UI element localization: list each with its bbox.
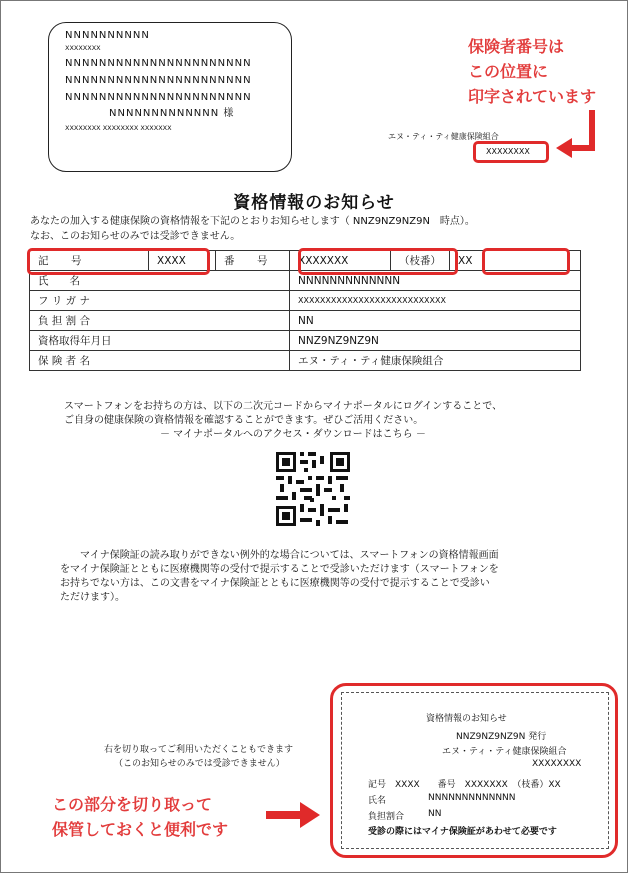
card-futan-label: 負担割合 (368, 812, 405, 822)
edaban-value: XX (458, 254, 473, 267)
furigana-label: フ リ ガ ナ (38, 295, 91, 307)
annotation-line: 保管しておくと便利です (52, 820, 229, 839)
kigou-highlight (27, 248, 210, 275)
annotation-line: この位置に (468, 62, 549, 81)
row-label (30, 291, 290, 311)
annotation-line: 保険者番号は (468, 37, 565, 56)
table-row (30, 331, 581, 351)
cut-note-line-2: （このお知らせのみでは受診できません） (114, 759, 285, 769)
page-title: 資格情報のお知らせ (233, 193, 395, 213)
smartphone-line-2: ご自身の健康保険の資格情報を確認することができます。ぜひご活用ください。 (64, 415, 424, 426)
table-row (30, 291, 581, 311)
edaban-highlight (482, 248, 570, 275)
intro-line-2: なお、このお知らせのみでは受診できません。 (30, 231, 241, 242)
bangou-value: XXXXXXX (298, 254, 349, 267)
address-line-3: NNNNNNNNNNNNNNNNNNNNNN (65, 58, 252, 69)
annotation-insurer-number (468, 34, 596, 109)
insurer-name-header: エヌ・ティ・ティ健康保険組合 (388, 132, 499, 141)
intro-line-1: あなたの加入する健康保険の資格情報を下記のとおりお知らせします（ NNZ9NZ9NZ9N 時点）。 (30, 216, 475, 227)
edaban-label: （枝番） (399, 255, 441, 267)
card-insurer: エヌ・ティ・ティ健康保険組合 (442, 747, 567, 757)
exception-line-1: マイナ保険証の読み取りができない例外的な場合については、スマートフォンの資格情報画面 (80, 550, 499, 561)
exception-line-4: ただけます）。 (60, 592, 125, 603)
kigou-value: XXXX (157, 254, 186, 267)
arrow-right-icon (264, 800, 322, 830)
card-notice: 受診の際にはマイナ保険証があわせて必要です (368, 827, 557, 837)
hokensha-value: エヌ・ティ・ティ健康保険組合 (298, 355, 444, 367)
furigana-value: XXXXXXXXXXXXXXXXXXXXXXXXXXX (298, 296, 446, 305)
card-issued: NNZ9NZ9NZ9N 発行 (456, 732, 547, 742)
exception-line-2: をマイナ保険証とともに医療機関等の受付で提示することで受診いただけます（スマートフォンを (60, 564, 499, 575)
mynaportal-link[interactable]: － マイナポータルへのアクセス・ダウンロードはこちら － (160, 429, 426, 440)
annotation-line: 印字されています (468, 87, 597, 106)
card-name-label: 氏名 (368, 796, 387, 806)
cut-note-line-1: 右を切り取ってご利用いただくこともできます (104, 745, 294, 755)
insurer-number: XXXXXXXX (486, 147, 530, 156)
row-label (30, 351, 290, 371)
futan-value: NN (298, 314, 314, 327)
row-value (290, 351, 581, 371)
address-window (48, 22, 292, 172)
shutoku-label: 資格取得年月日 (38, 335, 112, 347)
shutoku-value: NNZ9NZ9NZ9N (298, 334, 379, 347)
row-value (290, 331, 581, 351)
cutout-card[interactable] (341, 692, 609, 849)
name-value: NNNNNNNNNNNNN (298, 274, 401, 287)
hokensha-label: 保 険 者 名 (38, 355, 91, 367)
address-line-2: XXXXXXXX (65, 44, 101, 52)
card-insurer-number: XXXXXXXX (532, 759, 582, 769)
card-kigou-bangou: 記号 XXXX 番号 XXXXXXX （枝番）XX (368, 780, 561, 790)
table-row (30, 311, 581, 331)
exception-line-3: お持ちでない方は、この文書をマイナ保険証とともに医療機関等の受付で提示することで受診い (60, 578, 490, 589)
address-line-7: XXXXXXXX XXXXXXXX XXXXXXX (65, 124, 172, 132)
annotation-cutout (52, 792, 228, 842)
futan-label: 負 担 割 合 (38, 315, 91, 327)
kigou-label: 記 号 (38, 255, 88, 267)
bangou-highlight (298, 248, 458, 275)
table-row (30, 351, 581, 371)
smartphone-line-1: スマートフォンをお持ちの方は、以下の二次元コードからマイナポータルにログインすることで、 (64, 401, 503, 412)
annotation-line: この部分を切り取って (52, 795, 213, 814)
card-futan-value: NN (428, 809, 442, 819)
row-value (290, 291, 581, 311)
name-label: 氏 名 (38, 275, 80, 287)
bangou-label: 番 号 (224, 255, 274, 267)
address-recipient: NNNNNNNNNNNNN 様 (109, 108, 235, 119)
address-line-4: NNNNNNNNNNNNNNNNNNNNNN (65, 75, 252, 86)
bangou-label-cell (216, 251, 290, 271)
row-label (30, 311, 290, 331)
card-title: 資格情報のお知らせ (426, 714, 507, 724)
arrow-down-left-icon (554, 108, 604, 162)
qr-code-icon[interactable] (274, 450, 352, 528)
address-line-1: NNNNNNNNNN (65, 30, 150, 41)
row-value (290, 311, 581, 331)
row-label (30, 331, 290, 351)
card-name-value: NNNNNNNNNNNNN (428, 793, 516, 803)
address-line-5: NNNNNNNNNNNNNNNNNNNNNN (65, 92, 252, 103)
